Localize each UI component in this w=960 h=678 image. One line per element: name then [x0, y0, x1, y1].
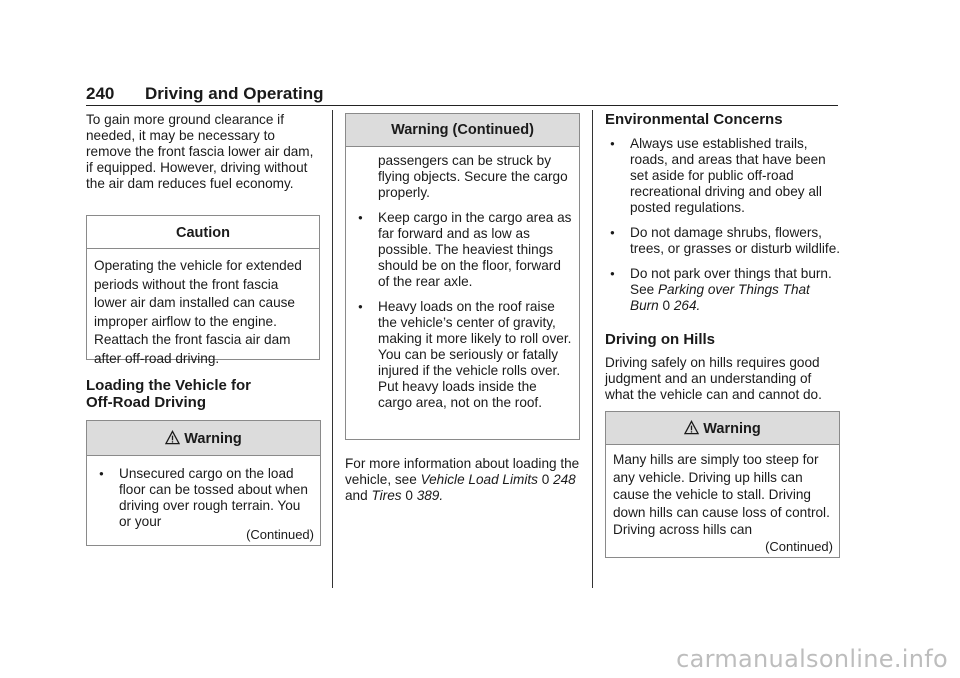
env-bullet: ● Do not damage shrubs, flowers, trees, or grasses or disturb wildlife.	[610, 225, 841, 256]
bullet-dot: ●	[99, 469, 104, 478]
environmental-heading: Environmental Concerns	[605, 111, 783, 128]
warning-title-1: Warning	[87, 421, 320, 456]
caution-text: Operating the vehicle for extended periods without the front fascia lower air dam installed can cause improper airflow to the engine. Reattach the front fascia air dam after off-road driving.	[94, 258, 302, 366]
page-ref-symbol: 0	[541, 472, 550, 487]
watermark: carmanualsonline.info	[676, 645, 948, 673]
warning-continued-box	[345, 113, 580, 440]
warning-triangle-icon	[684, 420, 699, 435]
continued-label-3: (Continued)	[765, 539, 833, 554]
header-rule	[86, 105, 838, 106]
bullet-dot: ●	[610, 139, 615, 148]
environmental-list	[605, 136, 841, 314]
link-parking-over-things[interactable]: Parking over Things That Burn	[630, 282, 810, 313]
warning-bullet: ● Unsecured cargo on the load floor can be tossed about when driving over rough terrain. You or your	[99, 466, 308, 529]
warning-title-3: Warning	[606, 412, 839, 445]
intro-paragraph: To gain more ground clearance if needed, it may be necessary to remove the front fascia lower air dam, if equipped. However, driving without the air dam reduces fuel economy.	[86, 112, 314, 191]
warning-bullet: ● Keep cargo in the cargo area as far forward and as low as possible. The heaviest things should be on the floor, forward of the rear axle.	[358, 210, 572, 289]
page-number: 240	[86, 84, 115, 103]
warning-text-3: Many hills are simply too steep for any vehicle. Driving up hills can cause the vehicle to stall. Driving down hills can cause loss of control. Driving across hills can	[613, 452, 830, 537]
link-vehicle-load-limits[interactable]: Vehicle Load Limits	[420, 472, 538, 487]
warning-continued-title: Warning (Continued)	[346, 114, 579, 147]
bullet-dot: ●	[358, 213, 363, 222]
warning-triangle-icon	[165, 430, 180, 445]
bullet-dot: ●	[610, 228, 615, 237]
page-ref-symbol: 0	[405, 488, 413, 503]
page-ref-389[interactable]: 389	[416, 488, 440, 503]
caution-title: Caution	[87, 216, 319, 249]
continued-label-1: (Continued)	[246, 527, 314, 542]
more-info-paragraph: For more information about loading the vehicle, see Vehicle Load Limits 0 248 and Tires 0 389.	[345, 456, 580, 503]
env-bullet-park: ● Do not park over things that burn. See Parking over Things That Burn 0 264.	[610, 266, 832, 313]
caution-box	[86, 215, 320, 366]
warning-box-3	[605, 411, 840, 558]
hills-paragraph: Driving safely on hills requires good judgment and an understanding of what the vehicle can and cannot do.	[605, 355, 822, 402]
warning-box-1	[86, 420, 321, 546]
link-tires[interactable]: Tires	[371, 488, 402, 503]
column-divider-1	[332, 110, 333, 588]
bullet-dot: ●	[358, 302, 363, 311]
column-1	[86, 112, 321, 192]
loading-heading: Loading the Vehicle for Off-Road Driving	[86, 377, 252, 411]
warning-lead-text: passengers can be struck by flying objects. Secure the cargo properly.	[378, 153, 568, 200]
warning-bullet: ● Heavy loads on the roof raise the vehicle’s center of gravity, making it more likely to roll over. You can be seriously or fatally injured if the vehicle rolls over. Put heavy loads inside the cargo area, not on the roof.	[358, 299, 572, 410]
page-header	[86, 80, 838, 106]
page-ref-symbol: 0	[662, 298, 671, 313]
bullet-dot: ●	[610, 269, 615, 278]
page-ref-248[interactable]: 248	[553, 472, 576, 487]
hills-heading: Driving on Hills	[605, 331, 716, 348]
env-bullet: ● Always use established trails, roads, and areas that have been set aside for public off-road recreational driving and obey all posted regulations.	[610, 136, 826, 215]
page-ref-264[interactable]: 264	[673, 298, 697, 313]
section-title: Driving and Operating	[145, 84, 324, 103]
column-divider-2	[592, 110, 593, 588]
